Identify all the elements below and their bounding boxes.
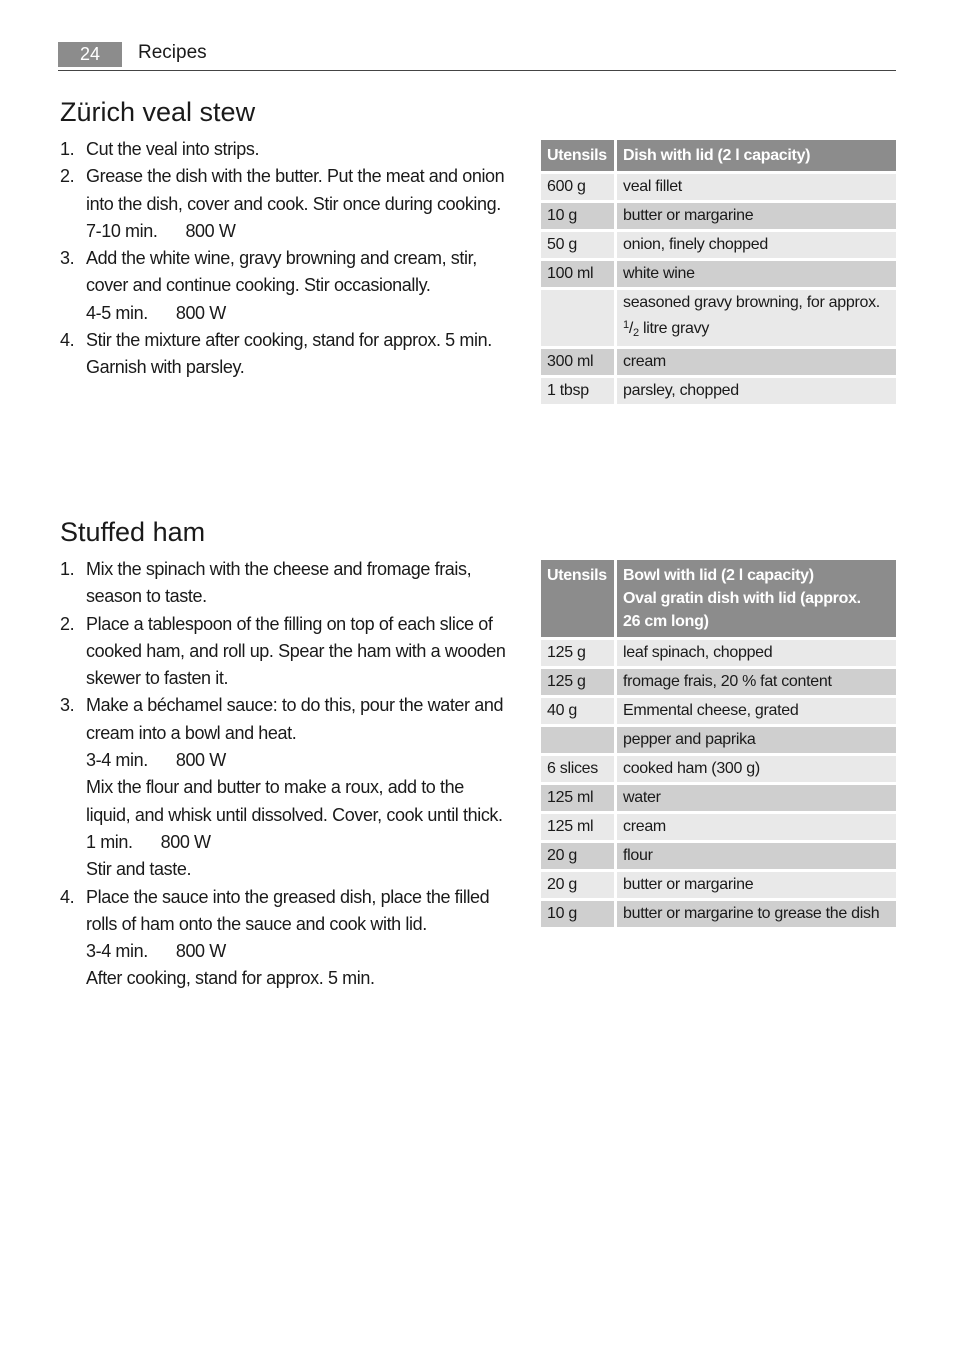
- table-row: [541, 756, 896, 785]
- step-item: [60, 327, 525, 382]
- header-dish-line: 26 cm long): [623, 613, 709, 630]
- ingredient-name: butter or margarine: [617, 872, 896, 901]
- step-item: [60, 692, 525, 883]
- step-number: 1.: [60, 139, 75, 159]
- cook-setting: [86, 300, 525, 327]
- cook-time: 4-5 min.: [86, 302, 148, 323]
- table-row: [541, 843, 896, 872]
- ingredient-qty: 100 ml: [541, 261, 617, 290]
- ingredient-qty: 40 g: [541, 698, 617, 727]
- step-item: [60, 556, 525, 611]
- table-header-row: [541, 560, 896, 640]
- step-text: Stir the mixture after cooking, stand for approx. 5 min.: [86, 330, 492, 351]
- cook-setting: [86, 938, 525, 965]
- ingredient-name: veal fillet: [617, 174, 896, 203]
- table-row: [541, 232, 896, 261]
- ingredients-table-veal-stew: [541, 140, 896, 407]
- steps-stuffed-ham: [60, 556, 525, 993]
- ingredient-qty: 600 g: [541, 174, 617, 203]
- step-text: cover and continue cooking. Stir occasionally.: [86, 275, 431, 296]
- table-row: [541, 814, 896, 843]
- ingredient-name: cooked ham (300 g): [617, 756, 896, 785]
- ingredient-name-line2: litre gravy: [642, 320, 710, 337]
- ingredient-name: cream: [617, 814, 896, 843]
- step-number: 3.: [60, 695, 75, 716]
- step-number: 1.: [60, 559, 75, 579]
- step-text: Mix the flour and butter to make a roux, add to the: [86, 777, 464, 798]
- fraction-half: $^1/_2$: [623, 319, 639, 339]
- step-number: 2.: [60, 166, 75, 187]
- step-text: Stir and taste.: [86, 859, 192, 880]
- step-text: Place a tablespoon of the filling on top of each slice of: [86, 613, 493, 634]
- header-dish-line: Oval gratin dish with lid (approx.: [623, 590, 861, 607]
- step-text: Mix the spinach with the cheese and fromage frais,: [86, 559, 472, 579]
- table-row: [541, 640, 896, 669]
- step-text: Place the sauce into the greased dish, place the filled: [86, 886, 490, 907]
- ingredients-table-stuffed-ham: [541, 560, 896, 930]
- ingredient-qty: 10 g: [541, 203, 617, 232]
- ingredient-name: parsley, chopped: [617, 378, 896, 407]
- ingredient-qty: 20 g: [541, 843, 617, 872]
- cook-time: 1 min.: [86, 831, 133, 852]
- cook-setting: [86, 829, 525, 856]
- table-row: [541, 727, 896, 756]
- step-item: [60, 884, 525, 993]
- ingredient-qty: 20 g: [541, 872, 617, 901]
- step-text: cooked ham, and roll up. Spear the ham with a wooden: [86, 640, 506, 661]
- fraction-denominator: 2: [632, 327, 639, 339]
- step-text: Make a béchamel sauce: to do this, pour the water and: [86, 695, 504, 716]
- cook-power: 800 W: [185, 220, 236, 241]
- step-text: Cut the veal into strips.: [86, 139, 260, 159]
- step-item: [60, 245, 525, 327]
- ingredient-name: water: [617, 785, 896, 814]
- cook-power: 800 W: [175, 302, 226, 323]
- step-item: [60, 163, 525, 245]
- ingredient-qty: 125 ml: [541, 814, 617, 843]
- table-row: [541, 785, 896, 814]
- step-text: cream into a bowl and heat.: [86, 722, 297, 743]
- ingredient-name: white wine: [617, 261, 896, 290]
- table-row: [541, 872, 896, 901]
- step-number: 3.: [60, 248, 75, 269]
- cook-time: 7-10 min.: [86, 220, 158, 241]
- ingredient-name: butter or margarine: [617, 203, 896, 232]
- ingredient-name: cream: [617, 349, 896, 378]
- table-row: [541, 378, 896, 407]
- table-header-row: [541, 140, 896, 174]
- step-text: Add the white wine, gravy browning and cream, stir,: [86, 248, 477, 269]
- ingredient-qty: [541, 727, 617, 756]
- step-text: season to taste.: [86, 586, 207, 607]
- section-name: Recipes: [138, 42, 207, 63]
- ingredient-name: Emmental cheese, grated: [617, 698, 896, 727]
- ingredient-name: onion, finely chopped: [617, 232, 896, 261]
- ingredient-qty: 300 ml: [541, 349, 617, 378]
- steps-veal-stew: [60, 136, 525, 382]
- step-text: rolls of ham onto the sauce and cook with lid.: [86, 913, 427, 934]
- step-number: 2.: [60, 613, 75, 634]
- step-number: 4.: [60, 886, 75, 907]
- table-row: [541, 174, 896, 203]
- table-row: [541, 698, 896, 727]
- table-row: [541, 349, 896, 378]
- cook-power: 800 W: [175, 750, 226, 771]
- ingredient-name-line1: seasoned gravy browning, for approx.: [623, 294, 880, 311]
- step-text: skewer to fasten it.: [86, 668, 229, 689]
- ingredient-qty: [541, 290, 617, 349]
- header-utensils: Utensils: [541, 560, 617, 640]
- step-text: Garnish with parsley.: [86, 357, 245, 378]
- cook-time: 3-4 min.: [86, 941, 148, 962]
- header-utensils: Utensils: [541, 140, 617, 174]
- page-number: 24: [58, 42, 122, 67]
- ingredient-qty: 125 ml: [541, 785, 617, 814]
- header-dish-line: Bowl with lid (2 l capacity): [623, 567, 814, 584]
- header-dish: Dish with lid (2 l capacity): [617, 140, 896, 174]
- table-row: [541, 669, 896, 698]
- step-text: Grease the dish with the butter. Put the meat and onion: [86, 166, 505, 187]
- cook-power: 800 W: [160, 831, 211, 852]
- fraction-numerator: 1: [623, 319, 629, 331]
- ingredient-name: butter or margarine to grease the dish: [617, 901, 896, 930]
- step-text: After cooking, stand for approx. 5 min.: [86, 968, 375, 989]
- ingredient-qty: 50 g: [541, 232, 617, 261]
- step-text: liquid, and whisk until dissolved. Cover, cook until thick.: [86, 804, 503, 825]
- table-row: [541, 290, 896, 349]
- step-item: [60, 136, 525, 163]
- page-header: [58, 40, 896, 71]
- table-row: [541, 901, 896, 930]
- ingredient-qty: 10 g: [541, 901, 617, 930]
- cook-setting: [86, 218, 525, 245]
- ingredient-qty: 1 tbsp: [541, 378, 617, 407]
- ingredient-name: pepper and paprika: [617, 727, 896, 756]
- ingredient-name: [617, 290, 896, 349]
- step-text: into the dish, cover and cook. Stir once during cooking.: [86, 193, 501, 214]
- ingredient-name: leaf spinach, chopped: [617, 640, 896, 669]
- recipe-title-veal-stew: Zürich veal stew: [60, 97, 256, 127]
- ingredient-qty: 6 slices: [541, 756, 617, 785]
- ingredient-qty: 125 g: [541, 669, 617, 698]
- ingredient-name: fromage frais, 20 % fat content: [617, 669, 896, 698]
- cook-setting: [86, 747, 525, 774]
- header-dish: [617, 560, 896, 640]
- ingredient-name: flour: [617, 843, 896, 872]
- cook-power: 800 W: [175, 941, 226, 962]
- table-row: [541, 261, 896, 290]
- step-item: [60, 611, 525, 693]
- step-number: 4.: [60, 330, 75, 351]
- table-row: [541, 203, 896, 232]
- ingredient-qty: 125 g: [541, 640, 617, 669]
- cook-time: 3-4 min.: [86, 750, 148, 771]
- recipe-title-stuffed-ham: Stuffed ham: [60, 517, 206, 547]
